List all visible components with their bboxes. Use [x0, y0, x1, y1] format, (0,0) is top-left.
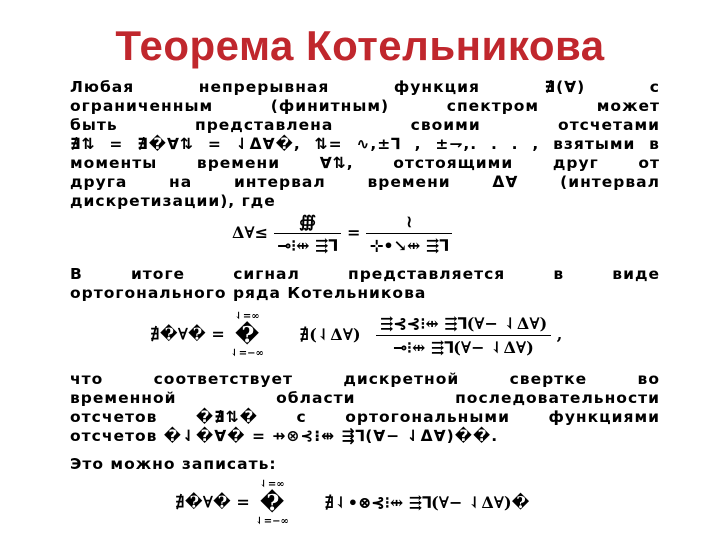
series-intro	[70, 265, 660, 303]
sum-lower-limit: ⇃=−∞	[255, 516, 289, 527]
text-line: друга на интервал времени Δ∀ (интервал	[70, 173, 660, 191]
text-line: ∄⇅ = ∄�∀⇅ = ⇃Δ∀�, ⇅= ∿,±⅂ , ±⇁,. . . , взятыми в	[70, 135, 660, 153]
fraction-numerator: ≀	[406, 212, 413, 231]
text-line: временной области последовательности	[70, 389, 660, 407]
theorem-statement	[70, 78, 660, 211]
fraction-denominator: ⊸⁝⇹ ⇶⅂	[274, 233, 342, 255]
text-line: В итоге сигнал представляется в виде	[70, 265, 660, 283]
equals-sign: =	[347, 223, 361, 242]
sum-sign: �	[234, 322, 260, 348]
can-be-written-label	[70, 455, 660, 474]
text-line: моменты времени ∀⇅, отстоящими друг от	[70, 154, 660, 172]
fraction-numerator: ⇶⊰⊰⁝⇹ ⇶⅂(∀− ⇃Δ∀)	[380, 313, 548, 333]
text-line: отсчетов �⇃�∀� = ⇸⊗⊰⁝⇹ ⇶⅂(∀− ⇃Δ∀)��.	[70, 427, 499, 445]
text-line: быть представлена своими отсчетами	[70, 116, 660, 134]
fraction-denominator: ⊹•↘⇹ ⇶⅂	[366, 233, 452, 255]
formula-comma: ,	[556, 324, 563, 344]
page-title: Теорема Котельникова	[115, 22, 605, 69]
text-line: дискретизации), где	[70, 192, 276, 210]
sum-upper-limit: ⇃=∞	[259, 479, 285, 490]
fraction	[274, 212, 342, 255]
convolution-description	[70, 370, 660, 446]
text-line: отсчетов �∄⇅� с ортогональными функциями	[70, 408, 660, 426]
fraction-denominator: ⊸⁝⇹ ⇶⅂(∀− ⇃Δ∀)	[376, 335, 551, 357]
sum-sign: �	[259, 490, 285, 516]
convolution-term: ∄⇃•⊗⊰⁝⇹ ⇶⅂(∀− ⇃Δ∀)�	[324, 492, 530, 512]
sample-term: ∄(⇃Δ∀)	[299, 324, 361, 344]
fraction	[366, 212, 452, 255]
formula-lhs: ∄�∀� =	[150, 324, 231, 344]
sum-upper-limit: ⇃=∞	[234, 311, 260, 322]
text-line: ограниченным (финитным) спектром может	[70, 97, 660, 115]
sum-operator	[230, 310, 263, 360]
sinc-fraction	[376, 314, 551, 357]
sum-operator	[255, 478, 288, 528]
text-line: ортогонального ряда Котельникова	[70, 284, 427, 302]
convolution-formula	[175, 478, 529, 528]
text-line: Это можно записать:	[70, 455, 277, 473]
formula-lhs: ∄�∀� =	[175, 492, 256, 512]
kotelnikov-series-formula	[150, 310, 562, 360]
text-line: Любая непрерывная функция ∄(∀) с	[70, 78, 660, 96]
formula-lhs: Δ∀≤	[232, 223, 269, 242]
text-line: что соответствует дискретной свертке во	[70, 370, 660, 388]
fraction-numerator: ∰	[299, 212, 317, 231]
sampling-interval-formula	[232, 212, 452, 255]
sum-lower-limit: ⇃=−∞	[230, 348, 264, 359]
